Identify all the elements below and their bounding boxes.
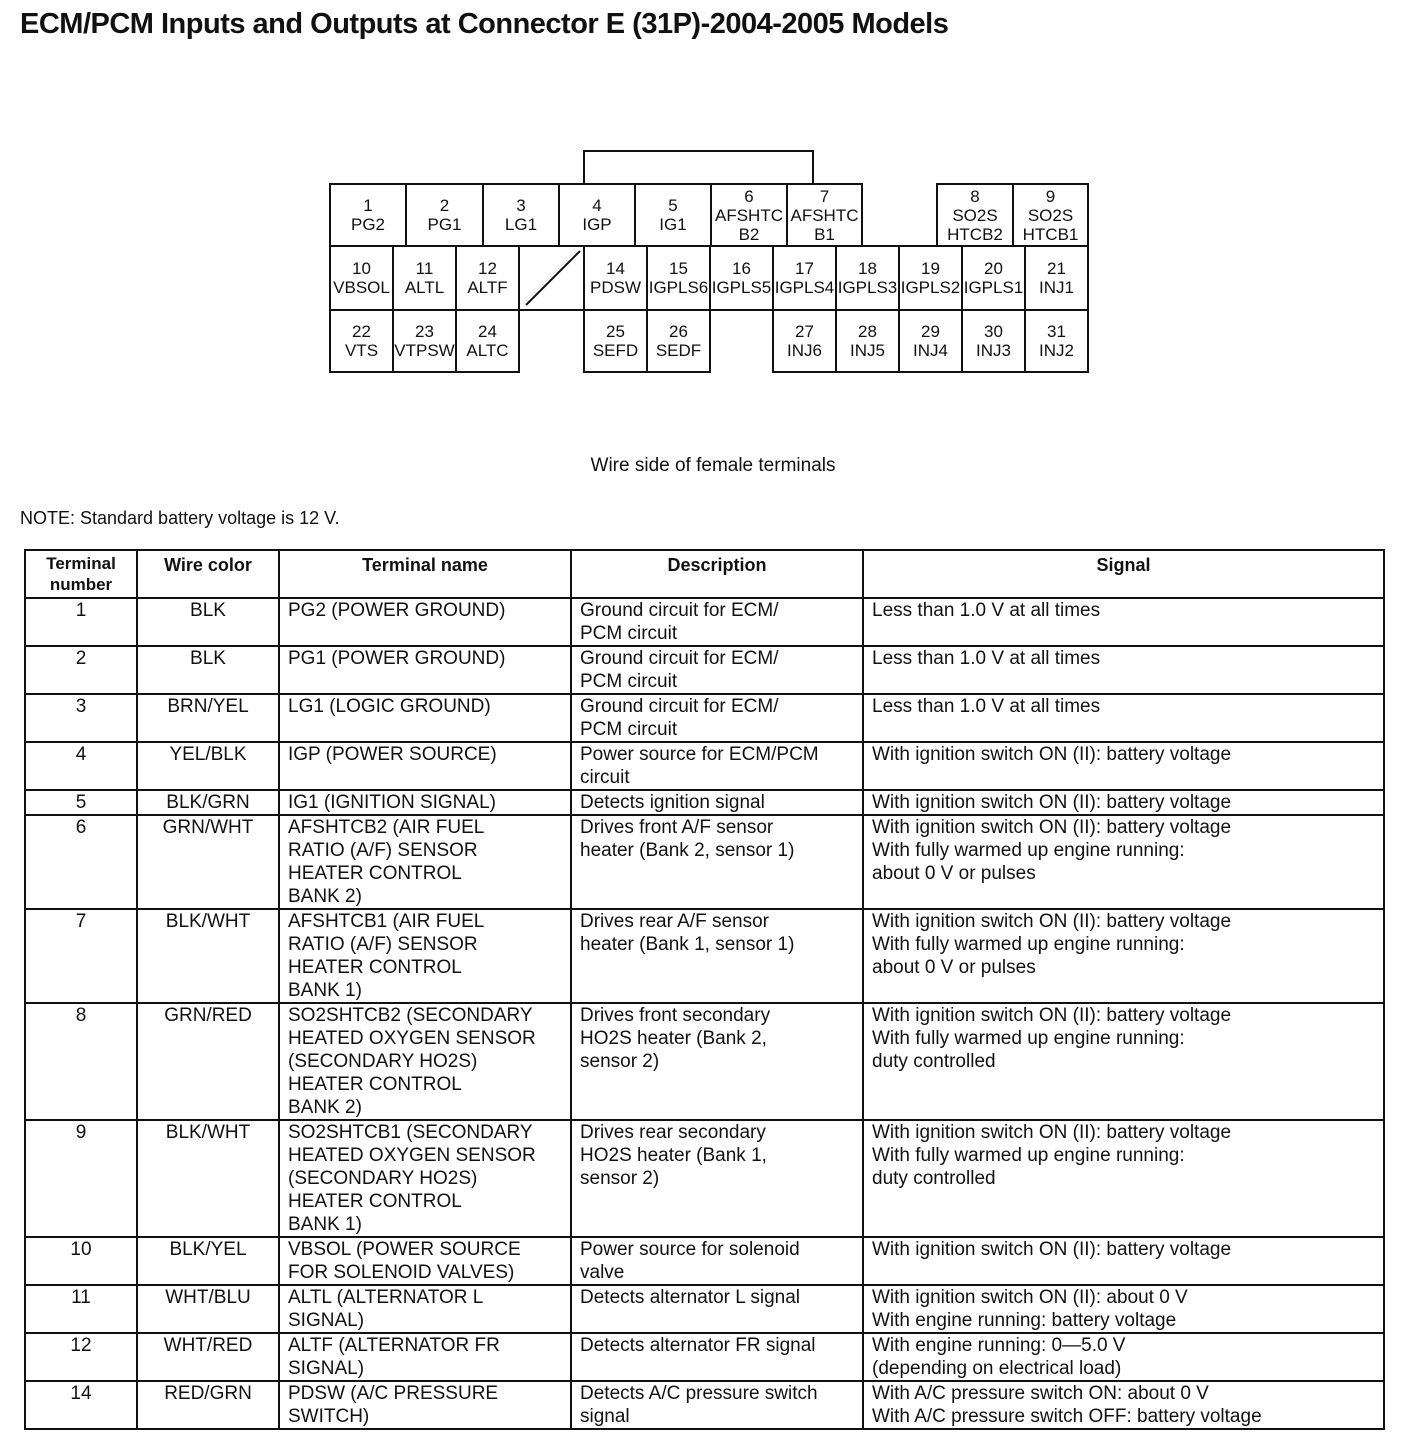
table-row bbox=[25, 742, 1384, 790]
table-row bbox=[25, 694, 1384, 742]
table-row bbox=[25, 646, 1384, 694]
terminal-11 bbox=[392, 245, 457, 311]
terminal-28 bbox=[835, 309, 900, 373]
cell-wire-color: WHT/RED bbox=[137, 1333, 279, 1381]
cell-terminal-name: AFSHTCB1 (AIR FUEL RATIO (A/F) SENSOR HEATER CONTROL BANK 1) bbox=[279, 909, 571, 1003]
terminal-label: SO2S HTCB1 bbox=[1022, 205, 1079, 244]
terminal-label: INJ3 bbox=[976, 341, 1011, 360]
terminal-7 bbox=[786, 183, 863, 247]
terminal-number: 26 bbox=[669, 322, 688, 341]
terminal-label: VTPSW bbox=[394, 341, 455, 360]
terminal-26 bbox=[646, 309, 711, 373]
connector-lock-tab bbox=[583, 150, 814, 184]
header-description: Description bbox=[571, 550, 863, 598]
terminal-label: PDSW bbox=[590, 278, 641, 297]
terminal-4 bbox=[558, 183, 636, 247]
terminal-label: ALTF bbox=[467, 278, 508, 297]
terminal-number: 30 bbox=[984, 322, 1003, 341]
terminal-number: 14 bbox=[606, 259, 625, 278]
cell-terminal-name: PG1 (POWER GROUND) bbox=[279, 646, 571, 694]
terminal-number: 11 bbox=[415, 259, 434, 278]
table-row bbox=[25, 815, 1384, 909]
diagram-caption: Wire side of female terminals bbox=[590, 455, 836, 476]
table-row bbox=[25, 1333, 1384, 1381]
terminal-22 bbox=[329, 309, 394, 373]
cell-description: Detects A/C pressure switch signal bbox=[571, 1381, 863, 1429]
terminal-label: AFSHTC B1 bbox=[790, 205, 859, 244]
terminal-label: ALTC bbox=[466, 341, 509, 360]
cell-terminal-number: 6 bbox=[25, 815, 137, 909]
cell-terminal-number: 14 bbox=[25, 1381, 137, 1429]
terminal-label: INJ5 bbox=[850, 341, 885, 360]
table-row bbox=[25, 909, 1384, 1003]
cell-wire-color: GRN/WHT bbox=[137, 815, 279, 909]
cell-signal: With ignition switch ON (II): about 0 V With engine running: battery voltage bbox=[863, 1285, 1384, 1333]
terminal-number: 24 bbox=[478, 322, 497, 341]
terminal-number: 15 bbox=[669, 259, 688, 278]
terminal-label: INJ2 bbox=[1039, 341, 1074, 360]
cell-terminal-number: 11 bbox=[25, 1285, 137, 1333]
terminal-label: IGPLS3 bbox=[837, 278, 898, 297]
table-row bbox=[25, 1285, 1384, 1333]
terminal-14 bbox=[583, 245, 648, 311]
terminal-number: 19 bbox=[921, 259, 940, 278]
cell-wire-color: BRN/YEL bbox=[137, 694, 279, 742]
cell-terminal-number: 9 bbox=[25, 1120, 137, 1237]
terminal-number: 8 bbox=[970, 186, 980, 206]
cell-terminal-name: VBSOL (POWER SOURCE FOR SOLENOID VALVES) bbox=[279, 1237, 571, 1285]
cell-wire-color: BLK/YEL bbox=[137, 1237, 279, 1285]
cell-description: Power source for ECM/PCM circuit bbox=[571, 742, 863, 790]
terminal-number: 4 bbox=[592, 196, 602, 215]
terminal-27 bbox=[772, 309, 837, 373]
cell-wire-color: WHT/BLU bbox=[137, 1285, 279, 1333]
terminal-13-blank bbox=[518, 245, 585, 311]
terminal-12 bbox=[455, 245, 520, 311]
cell-signal: With ignition switch ON (II): battery voltage With fully warmed up engine running: about 0 V or pulses bbox=[863, 815, 1384, 909]
terminal-label: ALTL bbox=[404, 278, 445, 297]
cell-wire-color: BLK/WHT bbox=[137, 909, 279, 1003]
terminal-2 bbox=[405, 183, 484, 247]
terminal-label: INJ4 bbox=[913, 341, 948, 360]
page-title: ECM/PCM Inputs and Outputs at Connector E (31P)-2004-2005 Models bbox=[20, 8, 949, 40]
cell-terminal-number: 10 bbox=[25, 1237, 137, 1285]
cell-terminal-name: ALTF (ALTERNATOR FR SIGNAL) bbox=[279, 1333, 571, 1381]
terminal-label: PG2 bbox=[350, 215, 386, 234]
cell-description: Power source for solenoid valve bbox=[571, 1237, 863, 1285]
cell-wire-color: BLK bbox=[137, 646, 279, 694]
terminal-label: VBSOL bbox=[333, 278, 390, 297]
cell-signal: With A/C pressure switch ON: about 0 V With A/C pressure switch OFF: battery voltage bbox=[863, 1381, 1384, 1429]
cell-description: Ground circuit for ECM/ PCM circuit bbox=[571, 646, 863, 694]
terminal-21 bbox=[1024, 245, 1089, 311]
terminal-table bbox=[24, 549, 1385, 1430]
cell-signal: With ignition switch ON (II): battery voltage With fully warmed up engine running: duty controlled bbox=[863, 1003, 1384, 1120]
cell-description: Detects alternator L signal bbox=[571, 1285, 863, 1333]
terminal-19 bbox=[898, 245, 963, 311]
terminal-label: IGPLS1 bbox=[963, 278, 1024, 297]
cell-signal: Less than 1.0 V at all times bbox=[863, 694, 1384, 742]
terminal-15 bbox=[646, 245, 711, 311]
table-row bbox=[25, 1003, 1384, 1120]
cell-terminal-name: AFSHTCB2 (AIR FUEL RATIO (A/F) SENSOR HEATER CONTROL BANK 2) bbox=[279, 815, 571, 909]
cell-terminal-name: PG2 (POWER GROUND) bbox=[279, 598, 571, 646]
cell-terminal-number: 1 bbox=[25, 598, 137, 646]
terminal-label: SEFD bbox=[592, 341, 639, 360]
cell-terminal-number: 2 bbox=[25, 646, 137, 694]
cell-terminal-name: IGP (POWER SOURCE) bbox=[279, 742, 571, 790]
cell-signal: Less than 1.0 V at all times bbox=[863, 598, 1384, 646]
table-row bbox=[25, 1237, 1384, 1285]
terminal-number: 1 bbox=[363, 196, 373, 215]
terminal-number: 9 bbox=[1045, 186, 1056, 206]
cell-terminal-number: 5 bbox=[25, 790, 137, 815]
terminal-number: 12 bbox=[478, 259, 497, 278]
terminal-25 bbox=[583, 309, 648, 373]
terminal-29 bbox=[898, 309, 963, 373]
terminal-8 bbox=[936, 183, 1014, 247]
cell-terminal-name: IG1 (IGNITION SIGNAL) bbox=[279, 790, 571, 815]
terminal-5 bbox=[634, 183, 712, 247]
cell-description: Ground circuit for ECM/ PCM circuit bbox=[571, 694, 863, 742]
cell-terminal-name: ALTL (ALTERNATOR L SIGNAL) bbox=[279, 1285, 571, 1333]
cell-description: Drives rear secondary HO2S heater (Bank 1, sensor 2) bbox=[571, 1120, 863, 1237]
cell-wire-color: BLK bbox=[137, 598, 279, 646]
terminal-number: 5 bbox=[668, 196, 678, 215]
terminal-1 bbox=[329, 183, 407, 247]
terminal-label: IG1 bbox=[659, 215, 687, 234]
table-row bbox=[25, 598, 1384, 646]
terminal-number: 20 bbox=[984, 259, 1003, 278]
cell-terminal-name: PDSW (A/C PRESSURE SWITCH) bbox=[279, 1381, 571, 1429]
cell-wire-color: RED/GRN bbox=[137, 1381, 279, 1429]
cell-terminal-number: 8 bbox=[25, 1003, 137, 1120]
cell-wire-color: GRN/RED bbox=[137, 1003, 279, 1120]
table-row bbox=[25, 1381, 1384, 1429]
terminal-3 bbox=[482, 183, 560, 247]
terminal-number: 17 bbox=[795, 259, 814, 278]
terminal-30 bbox=[961, 309, 1026, 373]
slash-mark bbox=[520, 247, 583, 309]
cell-terminal-number: 7 bbox=[25, 909, 137, 1003]
terminal-number: 16 bbox=[732, 259, 751, 278]
cell-signal: With ignition switch ON (II): battery voltage bbox=[863, 790, 1384, 815]
header-signal: Signal bbox=[863, 550, 1384, 598]
cell-signal: Less than 1.0 V at all times bbox=[863, 646, 1384, 694]
header-terminal-name: Terminal name bbox=[279, 550, 571, 598]
cell-description: Detects ignition signal bbox=[571, 790, 863, 815]
terminal-number: 3 bbox=[516, 196, 526, 215]
terminal-label: IGPLS4 bbox=[774, 278, 835, 297]
terminal-17 bbox=[772, 245, 837, 311]
cell-description: Ground circuit for ECM/ PCM circuit bbox=[571, 598, 863, 646]
terminal-16 bbox=[709, 245, 774, 311]
terminal-number: 25 bbox=[606, 322, 625, 341]
table-row bbox=[25, 1120, 1384, 1237]
cell-wire-color: BLK/WHT bbox=[137, 1120, 279, 1237]
terminal-20 bbox=[961, 245, 1026, 311]
table-header-row bbox=[25, 550, 1384, 598]
terminal-label: VTS bbox=[344, 341, 379, 360]
cell-signal: With ignition switch ON (II): battery voltage With fully warmed up engine running: about 0 V or pulses bbox=[863, 909, 1384, 1003]
terminal-number: 23 bbox=[415, 322, 434, 341]
terminal-10 bbox=[329, 245, 394, 311]
terminal-number: 29 bbox=[921, 322, 940, 341]
terminal-label: IGPLS2 bbox=[900, 278, 961, 297]
terminal-number: 7 bbox=[819, 186, 830, 206]
terminal-label: IGPLS5 bbox=[711, 278, 772, 297]
cell-description: Drives rear A/F sensor heater (Bank 1, sensor 1) bbox=[571, 909, 863, 1003]
header-terminal-number: Terminal number bbox=[25, 550, 137, 598]
terminal-6 bbox=[710, 183, 788, 247]
terminal-label: AFSHTC B2 bbox=[715, 205, 783, 244]
terminal-number: 28 bbox=[858, 322, 877, 341]
terminal-9 bbox=[1012, 183, 1089, 247]
terminal-label: SEDF bbox=[655, 341, 702, 360]
cell-terminal-name: LG1 (LOGIC GROUND) bbox=[279, 694, 571, 742]
terminal-label: LG1 bbox=[504, 215, 538, 234]
terminal-number: 21 bbox=[1047, 259, 1066, 278]
terminal-number: 6 bbox=[744, 186, 754, 206]
table-row bbox=[25, 790, 1384, 815]
terminal-number: 31 bbox=[1047, 322, 1066, 341]
cell-wire-color: BLK/GRN bbox=[137, 790, 279, 815]
terminal-label: IGP bbox=[582, 215, 612, 234]
terminal-31 bbox=[1024, 309, 1089, 373]
cell-terminal-number: 4 bbox=[25, 742, 137, 790]
cell-wire-color: YEL/BLK bbox=[137, 742, 279, 790]
cell-terminal-name: SO2SHTCB1 (SECONDARY HEATED OXYGEN SENSOR (SECONDARY HO2S) HEATER CONTROL BANK 1) bbox=[279, 1120, 571, 1237]
terminal-label: INJ6 bbox=[787, 341, 822, 360]
cell-terminal-name: SO2SHTCB2 (SECONDARY HEATED OXYGEN SENSOR (SECONDARY HO2S) HEATER CONTROL BANK 2) bbox=[279, 1003, 571, 1120]
cell-signal: With engine running: 0—5.0 V (depending on electrical load) bbox=[863, 1333, 1384, 1381]
terminal-label: IGPLS6 bbox=[648, 278, 709, 297]
header-wire-color: Wire color bbox=[137, 550, 279, 598]
cell-signal: With ignition switch ON (II): battery voltage With fully warmed up engine running: duty controlled bbox=[863, 1120, 1384, 1237]
cell-description: Detects alternator FR signal bbox=[571, 1333, 863, 1381]
terminal-number: 10 bbox=[352, 259, 371, 278]
cell-signal: With ignition switch ON (II): battery voltage bbox=[863, 1237, 1384, 1285]
cell-description: Drives front A/F sensor heater (Bank 2, sensor 1) bbox=[571, 815, 863, 909]
terminal-label: SO2S HTCB2 bbox=[947, 205, 1003, 244]
terminal-number: 2 bbox=[439, 196, 450, 215]
terminal-24 bbox=[455, 309, 520, 373]
terminal-number: 22 bbox=[352, 322, 371, 341]
cell-terminal-number: 12 bbox=[25, 1333, 137, 1381]
note-text: NOTE: Standard battery voltage is 12 V. bbox=[20, 508, 340, 528]
cell-terminal-number: 3 bbox=[25, 694, 137, 742]
terminal-label: INJ1 bbox=[1039, 278, 1074, 297]
terminal-18 bbox=[835, 245, 900, 311]
terminal-label: PG1 bbox=[427, 215, 462, 234]
terminal-23 bbox=[392, 309, 457, 373]
cell-signal: With ignition switch ON (II): battery voltage bbox=[863, 742, 1384, 790]
cell-description: Drives front secondary HO2S heater (Bank 2, sensor 2) bbox=[571, 1003, 863, 1120]
terminal-number: 18 bbox=[858, 259, 877, 278]
terminal-number: 27 bbox=[795, 322, 814, 341]
